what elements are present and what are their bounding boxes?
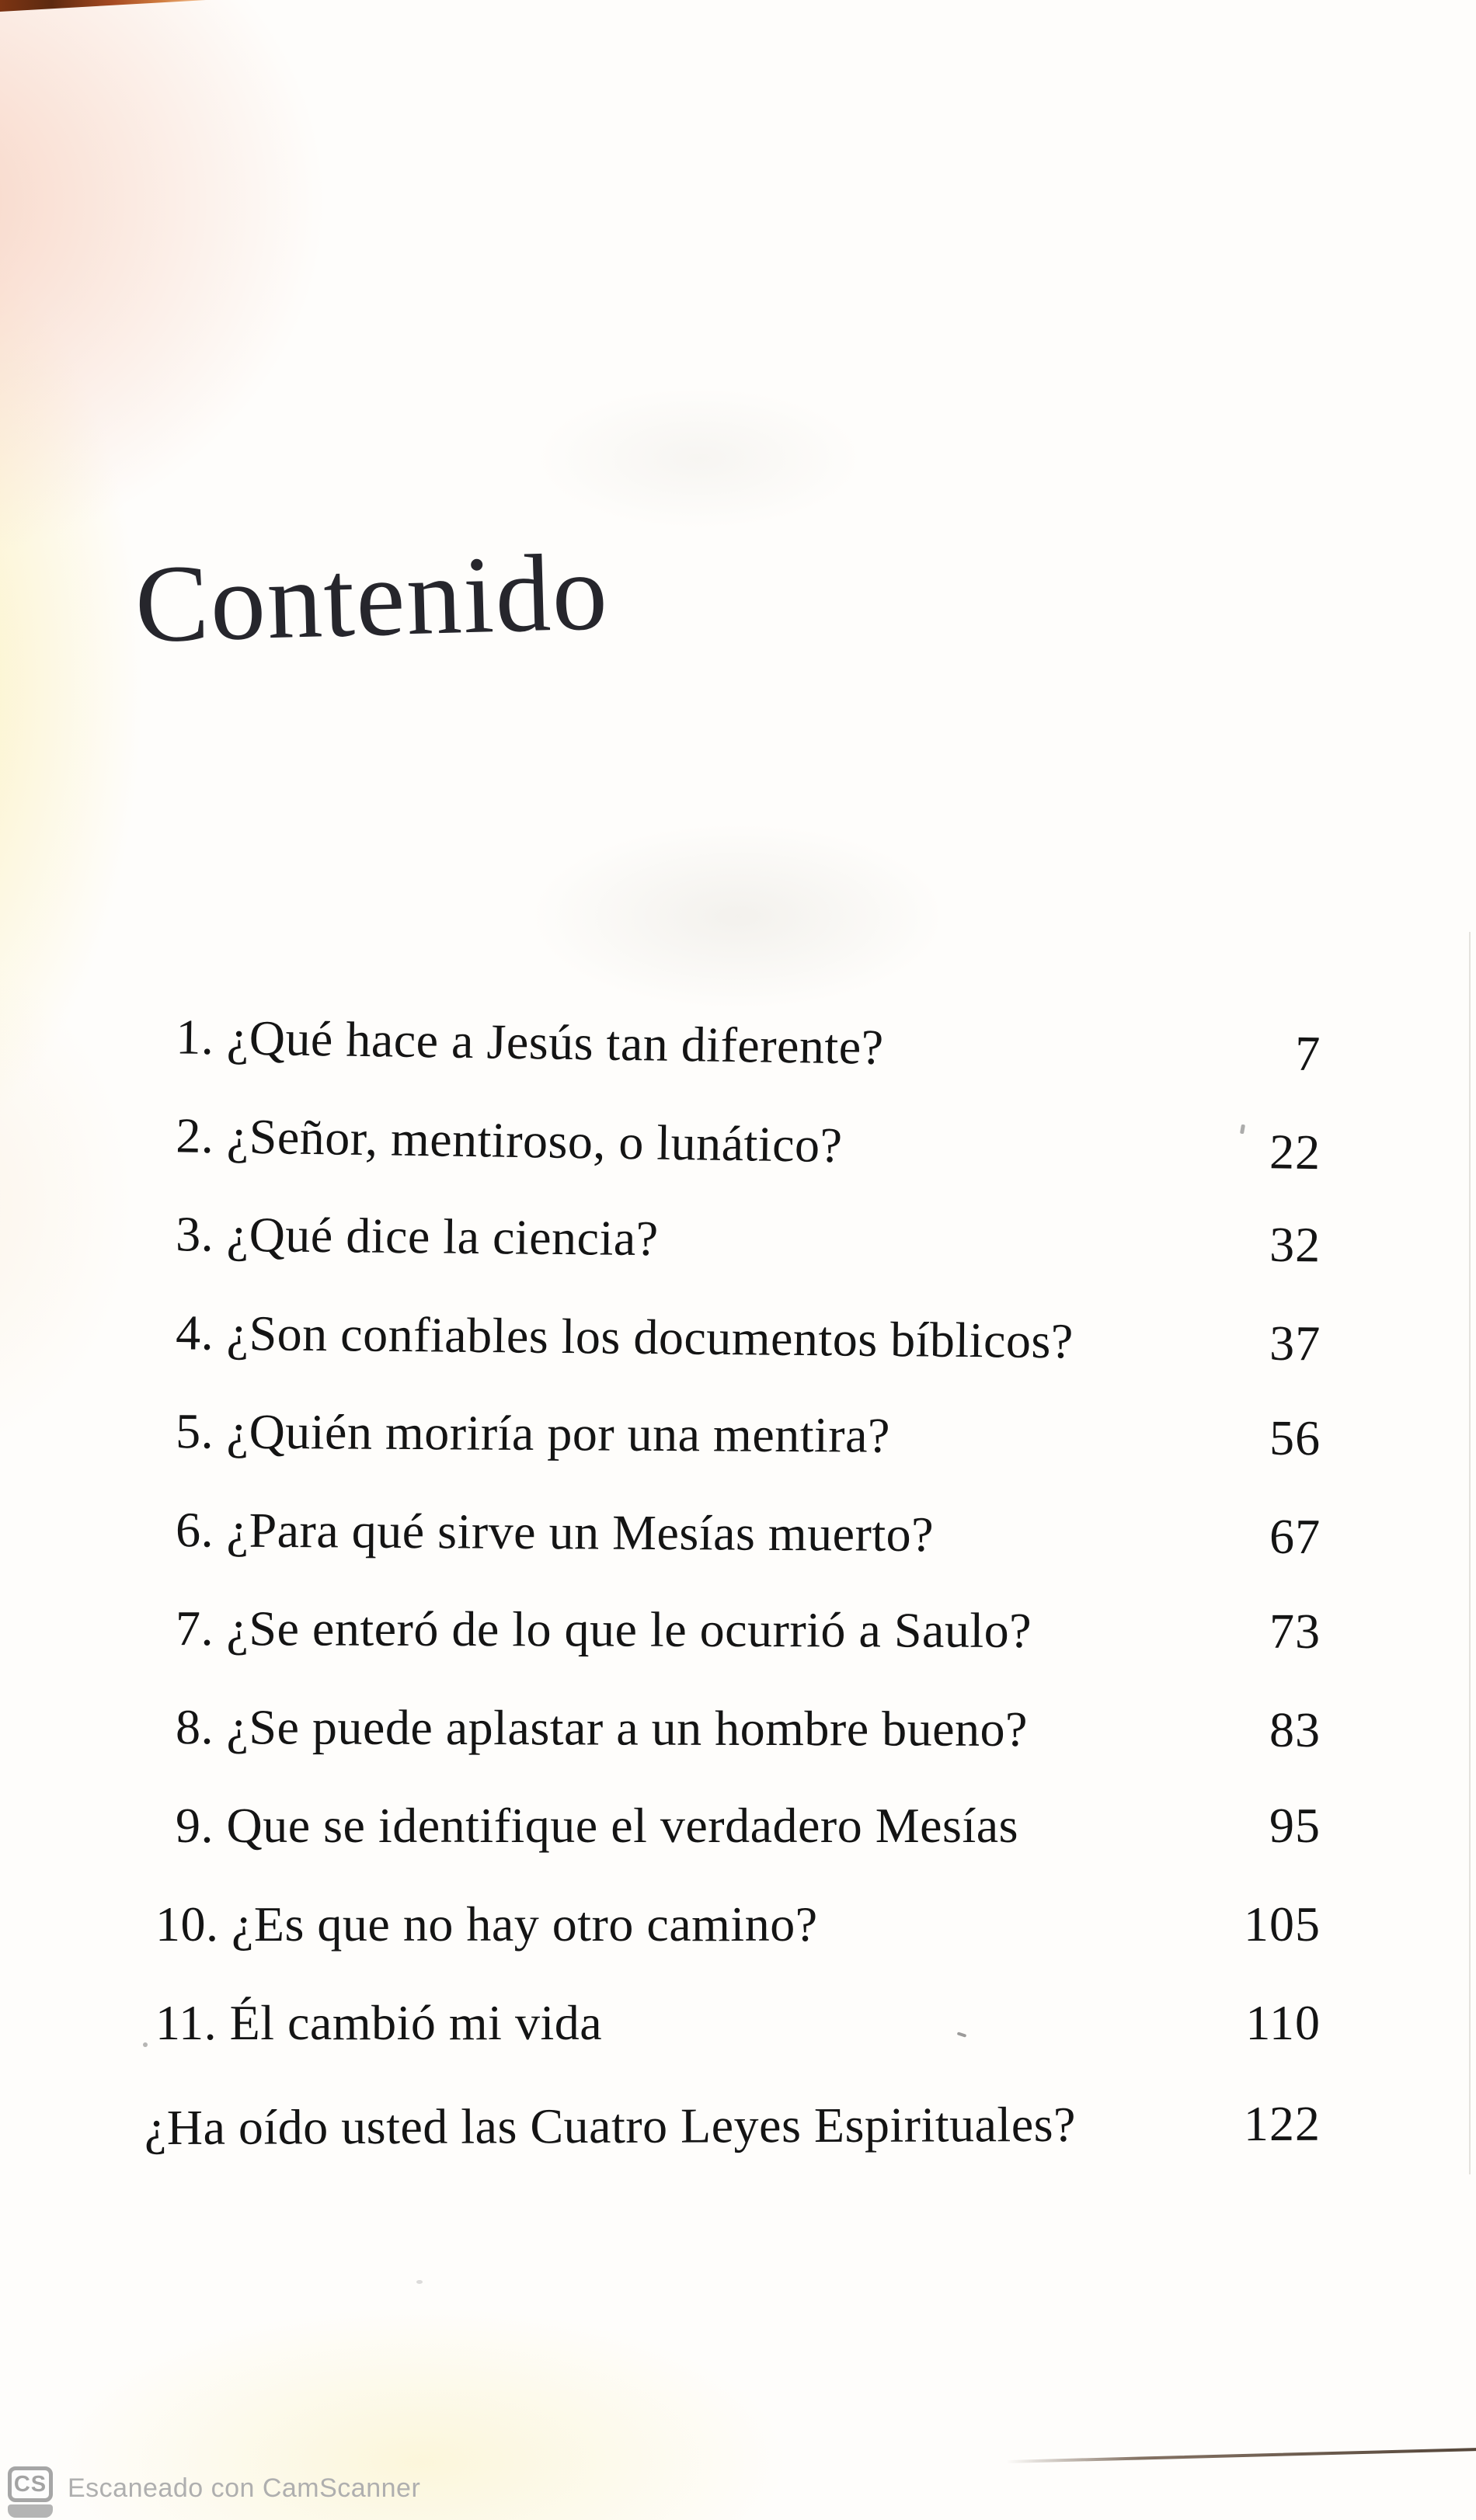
toc-entry — [155, 1403, 1321, 1508]
toc-entry — [155, 1304, 1321, 1413]
toc-entry — [155, 1994, 1321, 2093]
toc-entry — [155, 1698, 1321, 1800]
toc-entry-label: ¿Ha oído usted las Cuatro Leyes Espirituales? — [144, 2096, 1077, 2156]
toc-entry-label: 1. ¿Qué hace a Jesús tan diferente? — [175, 1009, 885, 1075]
toc-entry — [155, 1008, 1321, 1124]
toc-entry-page-number: 67 — [1269, 1508, 1321, 1565]
watermark-text: Escaneado con CamScanner — [68, 2473, 421, 2503]
toc-entry-page-number: 105 — [1244, 1896, 1321, 1952]
camscanner-watermark — [8, 2466, 420, 2518]
scan-artifact-red-corner — [0, 0, 206, 12]
cs-logo-base — [8, 2504, 53, 2518]
toc-entry — [155, 1501, 1321, 1607]
toc-entry — [155, 1205, 1321, 1315]
toc-entry-label: 8. ¿Se puede aplastar a un hombre bueno? — [175, 1699, 1029, 1757]
toc-entry — [155, 1797, 1321, 1896]
scan-artifact-page-edge-line — [1006, 2448, 1476, 2463]
cs-logo-letters: CS — [8, 2466, 53, 2502]
scan-speck — [143, 2042, 148, 2047]
toc-entry-page-number: 73 — [1269, 1603, 1321, 1659]
table-of-contents — [144, 1008, 1321, 2198]
toc-entry-page-number: 32 — [1269, 1216, 1321, 1273]
toc-entry-page-number: 56 — [1269, 1409, 1321, 1466]
toc-entry-page-number: 37 — [1269, 1315, 1321, 1371]
toc-entry-label: 9. Que se identifique el verdadero Mesías — [176, 1798, 1019, 1853]
toc-entry — [155, 1896, 1321, 1994]
camscanner-logo-icon — [8, 2466, 53, 2518]
toc-entry-page-number: 83 — [1269, 1701, 1321, 1757]
toc-entry-page-number: 22 — [1269, 1124, 1321, 1180]
toc-entry-page-number: 7 — [1294, 1025, 1321, 1082]
toc-entry — [155, 1107, 1321, 1222]
scan-artifact-right-edge — [1469, 932, 1471, 2174]
toc-entry-page-number: 122 — [1243, 2095, 1321, 2152]
toc-entry-page-number: 95 — [1269, 1798, 1321, 1853]
toc-entry-label: 10. ¿Es que no hay otro camino? — [155, 1896, 818, 1952]
page-title: Contenido — [133, 530, 611, 666]
toc-entry-label: 2. ¿Señor, mentiroso, o lunático? — [175, 1107, 844, 1173]
toc-entry — [155, 1600, 1321, 1701]
toc-entry-label: 5. ¿Quién moriría por una mentira? — [175, 1403, 891, 1463]
toc-entry-page-number: 110 — [1245, 1995, 1321, 2050]
scan-speck — [416, 2280, 423, 2284]
toc-entry-label: 6. ¿Para qué sirve un Mesías muerto? — [175, 1502, 935, 1562]
toc-entry-label: 11. Él cambió mi vida — [155, 1995, 603, 2050]
toc-entry-label: 3. ¿Qué dice la ciencia? — [175, 1206, 659, 1267]
toc-entry-label: 4. ¿Son confiables los documentos bíblicos? — [175, 1305, 1074, 1369]
toc-entry — [144, 2095, 1321, 2198]
toc-entry-label: 7. ¿Se enteró de lo que le ocurrió a Saulo? — [175, 1601, 1032, 1658]
